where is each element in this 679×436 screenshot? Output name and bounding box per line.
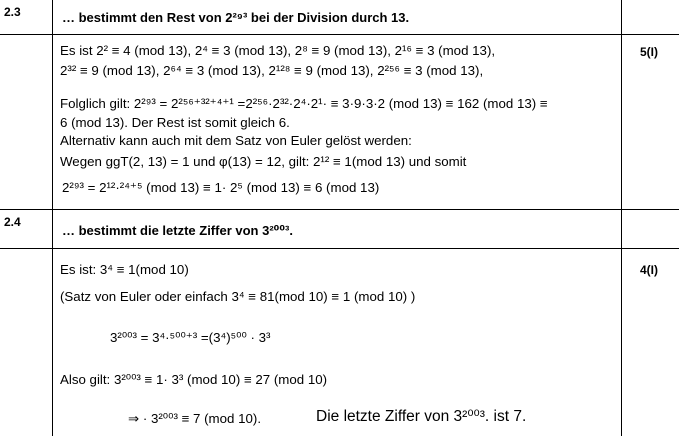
row-2-3-line-6: Wegen ggT(2, 13) = 1 und φ(13) = 12, gilt: 2¹² ≡ 1(mod 13) und somit xyxy=(60,154,467,169)
row-title-2-4: … bestimmt die letzte Ziffer von 3²⁰⁰³. xyxy=(62,223,293,238)
table-hline-1 xyxy=(0,34,679,35)
row-2-4-line-2: (Satz von Euler oder einfach 3⁴ ≡ 81(mod 10) ≡ 1 (mod 10) ) xyxy=(60,289,416,304)
row-number-2-3: 2.3 xyxy=(4,5,21,19)
table-hline-3 xyxy=(0,248,679,249)
row-2-3-line-1: Es ist 2² ≡ 4 (mod 13), 2⁴ ≡ 3 (mod 13), 2⁸ ≡ 9 (mod 13), 2¹⁶ ≡ 3 (mod 13), xyxy=(60,43,496,58)
row-title-2-3: … bestimmt den Rest von 2²⁹³ bei der Division durch 13. xyxy=(62,10,410,25)
table-vline-1 xyxy=(52,0,53,436)
row-2-4-line-4: Also gilt: 3²⁰⁰³ ≡ 1· 3³ (mod 10) ≡ 27 (mod 10) xyxy=(60,372,328,387)
row-2-3-line-3: Folglich gilt: 2²⁹³ = 2²⁵⁶⁺³²⁺⁴⁺¹ =2²⁵⁶·2³²·2⁴·2¹· ≡ 3·9·3·2 (mod 13) ≡ 162 (mod 13) ≡ xyxy=(60,96,548,111)
row-2-4-line-1: Es ist: 3⁴ ≡ 1(mod 10) xyxy=(60,262,189,277)
table-hline-2 xyxy=(0,209,679,210)
table-vline-2 xyxy=(621,0,622,436)
row-2-4-line-5: ⇒ · 3²⁰⁰³ ≡ 7 (mod 10). xyxy=(128,411,262,426)
row-points-2-4: 4(I) xyxy=(640,263,658,277)
row-2-3-line-4: 6 (mod 13). Der Rest ist somit gleich 6. xyxy=(60,115,290,130)
row-2-3-line-5: Alternativ kann auch mit dem Satz von Euler gelöst werden: xyxy=(60,133,412,148)
row-2-3-line-7: 2²⁹³ = 2¹²·²⁴⁺⁵ (mod 13) ≡ 1· 2⁵ (mod 13) ≡ 6 (mod 13) xyxy=(62,180,380,195)
row-2-4-line-3: 3²⁰⁰³ = 3⁴·⁵⁰⁰⁺³ =(3⁴)⁵⁰⁰ · 3³ xyxy=(110,330,271,345)
row-number-2-4: 2.4 xyxy=(4,215,21,229)
row-2-4-conclusion: Die letzte Ziffer von 3²⁰⁰³. ist 7. xyxy=(316,408,527,425)
row-2-3-line-2: 2³² ≡ 9 (mod 13), 2⁶⁴ ≡ 3 (mod 13), 2¹²⁸ ≡ 9 (mod 13), 2²⁵⁶ ≡ 3 (mod 13), xyxy=(60,63,484,78)
row-points-2-3: 5(I) xyxy=(640,45,658,59)
